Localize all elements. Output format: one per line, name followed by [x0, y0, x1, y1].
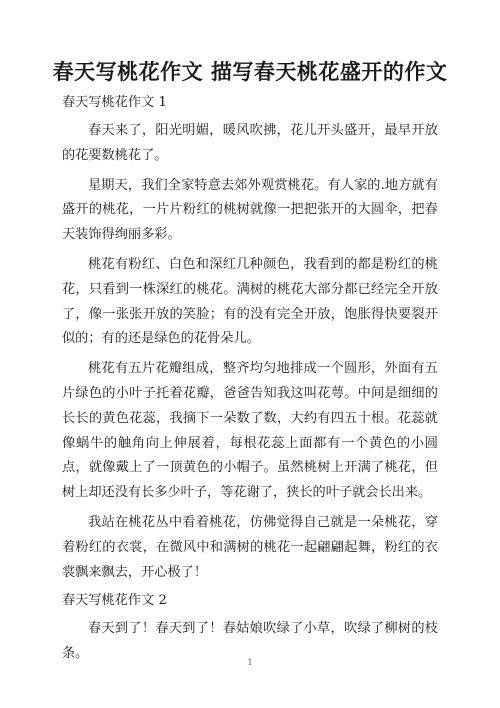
paragraph: 春天来了，阳光明媚，暖风吹拂，花儿开头盛开，最早开放的花要数桃花了。	[62, 123, 438, 163]
paragraph: 桃花有五片花瓣组成，整齐均匀地排成一个圆形，外面有五片绿色的小叶子托着花瓣，爸爸告知我这叫花萼。中间是细细的长长的黄色花蕊，我摘下一朵数了数，大约有四五十根。花蕊就像蜗牛的触角向上伸展着，每根花蕊上面都有一个黄色的小圆点，就像戴上了一顶黄色的小帽子。虽然桃树上开满了桃花，但树上却还没有长多少叶子，等花谢了，狭长的叶子就会长出来。	[62, 361, 438, 501]
document-body	[62, 92, 438, 672]
page-number: 1	[247, 658, 253, 667]
section-heading-1: 春天写桃花作文 1	[62, 95, 167, 110]
document-title: 春天写桃花作文 描写春天桃花盛开的作文	[52, 59, 448, 84]
paragraph: 春天到了！春天到了！春姑娘吹绿了小草，吹绿了柳树的枝条。	[62, 621, 438, 662]
paragraph: 我站在桃花丛中看着桃花，仿佛觉得自己就是一朵桃花，穿着粉红的衣裳，在微风中和满树的桃花一起翩翩起舞，粉红的衣裳飘来飘去，开心极了！	[62, 514, 438, 580]
paragraph: 桃花有粉红、白色和深红几种颜色，我看到的都是粉红的桃花，只看到一株深红的桃花。满树的桃花大部分都已经完全开放了，像一张张开放的笑脸；有的没有完全开放，饱胀得快要裂开似的；有的还是绿色的花骨朵儿。	[62, 256, 438, 347]
section-heading-2: 春天写桃花作文 2	[62, 593, 167, 609]
paragraph: 星期天，我们全家特意去郊外观赏桃花。有人家的.地方就有盛开的桃花，一片片粉红的桃树就像一把把张开的大圆伞，把春天装饰得绚丽多彩。	[62, 177, 438, 243]
